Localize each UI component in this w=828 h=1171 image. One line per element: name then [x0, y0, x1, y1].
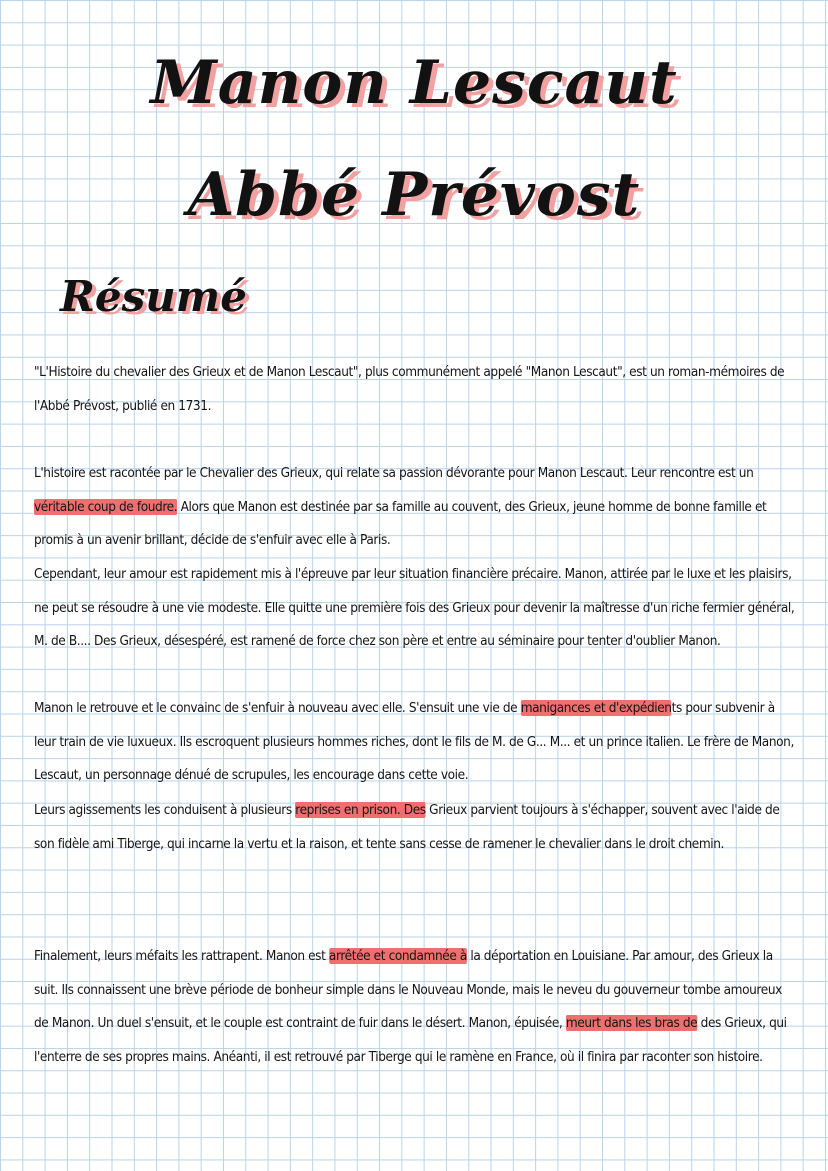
text-segment: L'histoire est racontée par le Chevalier des Grieux, qui relate sa passion dévorante pour Manon Lescaut. Leur rencontre est un: [34, 465, 754, 481]
text-segment: Grieux parvient toujours à s'échapper, souvent avec l'aide de son fidèle ami Tiberge, qui incarne la vertu et la raison, et tente sans cesse de ramener le chevalier dans le droit chemin.: [34, 802, 780, 852]
text-segment: Alors que Manon est destinée par sa famille au couvent, des Grieux, jeune homme de bonne famille et promis à un avenir brillant, décide de s'enfuir avec elle à Paris.: [34, 498, 767, 548]
text-segment: des Grieux, qui l'enterre de ses propres mains. Anéanti, il est retrouvé par Tiberge qui le ramène en France, où il finira par raconter son histoire.: [34, 1015, 787, 1065]
text-segment: la déportation en Louisiane. Par amour, des Grieux la suit. Ils connaissent une brève période de bonheur simple dans le Nouveau Monde, mais le neveu du gouverneur tombe amoureux de Manon. Un duel s'ensuit, et le couple est contraint de fuir dans le désert. Manon, épuisée,: [34, 948, 782, 1031]
title-manon-lescaut: Manon Lescaut: [150, 48, 678, 118]
text-segment: Cependant, leur amour est rapidement mis à l'épreuve par leur situation financière précaire. Manon, attirée par le luxe et les plaisirs, ne peut se résoudre à une vie modeste. Elle quitte une première fois des Grieux pour devenir la maîtresse d'un riche fermier général, M. de B.... Des Grieux, désespéré, est ramené de force chez son père et entre au séminaire pour tenter d'oublier Manon.: [34, 566, 795, 649]
highlighted-text: meurt dans les bras de: [565, 1015, 698, 1031]
text-segment: Leurs agissements les conduisent à plusieurs: [34, 802, 296, 818]
paragraph-retrouve: [34, 692, 795, 793]
text-segment: "L'Histoire du chevalier des Grieux et de Manon Lescaut", plus communément appelé "Manon Lescaut", est un roman-mémoires de l'Abbé Prévost, publié en 1731.: [34, 364, 785, 414]
highlighted-text: manigances et d'expédien: [520, 700, 672, 716]
paragraph-agissements: [34, 794, 795, 861]
paragraph-cependant: [34, 558, 795, 659]
section-heading-resume: Résumé: [60, 272, 247, 321]
highlighted-text: arrêtée et condamnée à: [328, 948, 467, 964]
highlighted-text: véritable coup de foudre.: [34, 498, 178, 515]
paragraph-finalement: [34, 940, 795, 1074]
highlighted-text: reprises en prison. Des: [295, 802, 426, 818]
paragraph-rencontre: [34, 457, 795, 558]
title-abbe-prevost: Abbé Prévost: [187, 160, 641, 230]
text-segment: ts pour subvenir à leur train de vie luxueux. Ils escroquent plusieurs hommes riches, dont le fils de M. de G... M... et un prince italien. Le frère de Manon, Lescaut, un personnage dénué de scrupules, les encourage dans cette voie.: [34, 700, 794, 783]
paragraph-intro: [34, 356, 795, 423]
text-segment: Manon le retrouve et le convainc de s'enfuir à nouveau avec elle. S'ensuit une vie de: [34, 700, 521, 716]
text-segment: Finalement, leurs méfaits les rattrapent. Manon est: [34, 948, 329, 964]
